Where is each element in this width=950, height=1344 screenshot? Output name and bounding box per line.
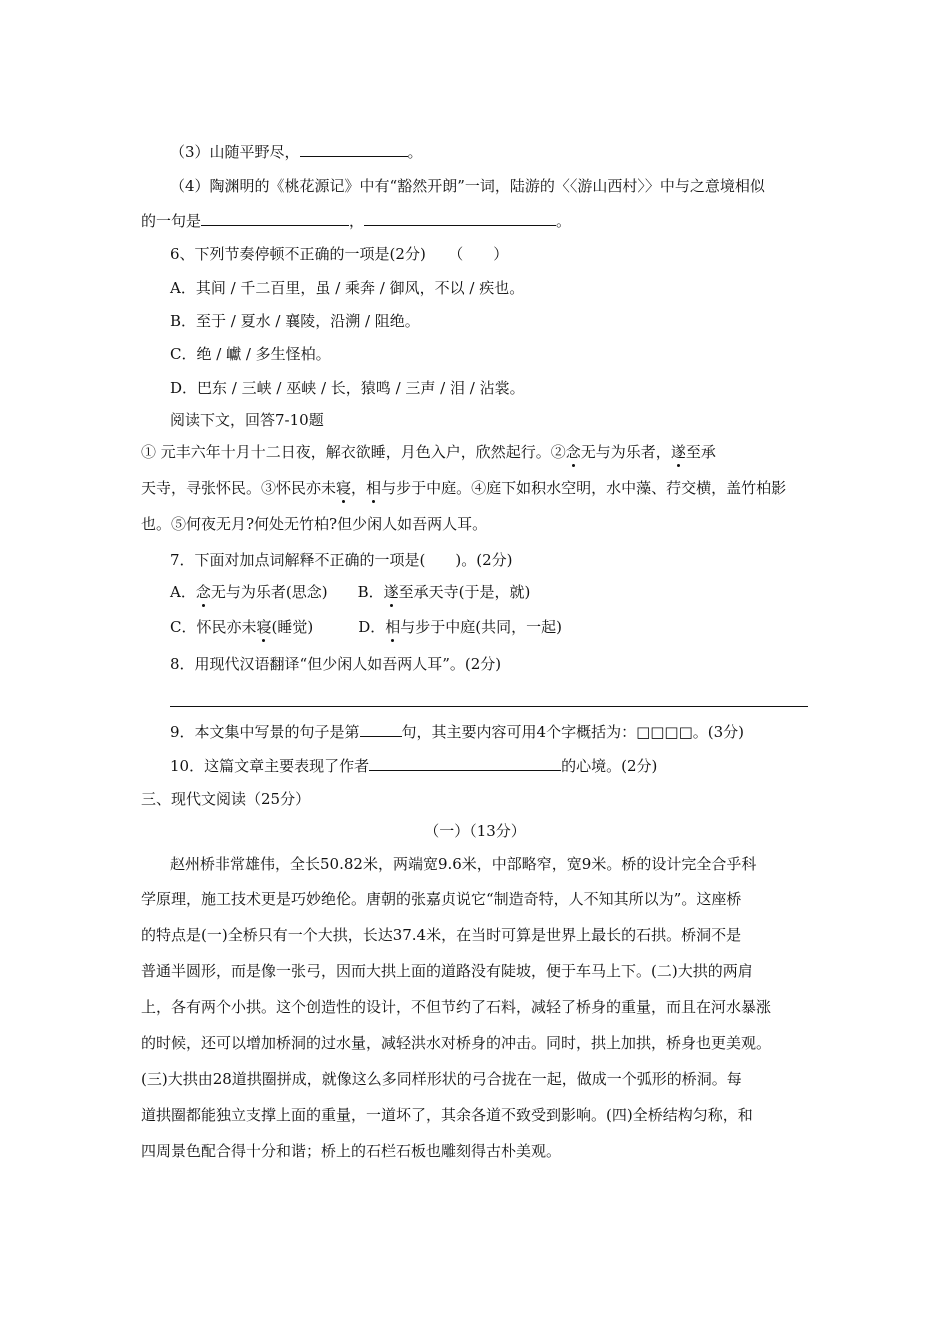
passage-line-1: ① 元丰六年十月十二日夜，解衣欲睡，月色入户，欣然起行。②念无与为乐者，遂至承 <box>141 443 716 461</box>
question-7: 7．下面对加点词解释不正确的一项是( )。(2分) <box>170 551 513 569</box>
passage-line-2: 天寺，寻张怀民。③怀民亦未寝，相与步于中庭。④庭下如积水空明，水中藻、荇交横，盖竹柏影 <box>141 479 787 497</box>
question-9: 9．本文集中写景的句子是第 句，其主要内容可用4个字概括为：□□□□。(3分) <box>170 723 745 741</box>
emphasis-word: 遂 <box>383 583 399 601</box>
article-line-6: 的时候，还可以增加桥洞的过水量，减轻洪水对桥身的冲击。同时，拱上加拱，桥身也更美观。 <box>141 1034 772 1052</box>
poem-fill-3: （3）山随平野尽， 。 <box>170 143 423 161</box>
blank-line[interactable] <box>364 210 556 226</box>
question-8: 8．用现代汉语翻译“但少闲人如吾两人耳”。(2分) <box>170 655 502 673</box>
article-line-2: 学原理，施工技术更是巧妙绝伦。唐朝的张嘉贞说它“制造奇特，人不知其所以为”。这座桥 <box>141 890 742 908</box>
emphasis-word: 念 <box>565 443 581 461</box>
article-line-5: 上，各有两个小拱。这个创造性的设计，不但节约了石料，减轻了桥身的重量，而且在河水暴涨 <box>141 998 772 1016</box>
article-line-9: 四周景色配合得十分和谐；桥上的石栏石板也雕刻得古朴美观。 <box>141 1142 562 1160</box>
question-6: 6、下列节奏停顿不正确的一项是(2分) （ ） <box>170 245 509 263</box>
option-6c: C．绝 / 巘 / 多生怪柏。 <box>170 345 331 363</box>
article-line-4: 普通半圆形，而是像一张弓，因而大拱上面的道路没有陡坡，便于车马上下。(二)大拱的两肩 <box>141 962 753 980</box>
option-6b: B．至于 / 夏水 / 襄陵，沿溯 / 阻绝。 <box>170 312 420 330</box>
option-6d: D．巴东 / 三峡 / 巫峡 / 长，猿鸣 / 三声 / 泪 / 沾裳。 <box>170 379 525 397</box>
passage-line-3: 也。⑤何夜无月?何处无竹柏?但少闲人如吾两人耳。 <box>141 515 488 533</box>
article-line-7: (三)大拱由28道拱圈拼成，就像这么多同样形状的弓合拢在一起，做成一个弧形的桥洞。每 <box>141 1070 742 1088</box>
emphasis-word: 寝 <box>336 479 352 497</box>
blank-line[interactable] <box>201 210 349 226</box>
question-10: 10．这篇文章主要表现了作者 的心境。(2分) <box>170 757 658 775</box>
emphasis-word: 相 <box>366 479 382 497</box>
article-line-1: 赵州桥非常雄伟，全长50.82米，两端宽9.6米，中部略窄，宽9米。桥的设计完全合乎科 <box>170 855 757 873</box>
section-3-heading: 三、现代文阅读（25分） <box>141 790 311 808</box>
blank-line[interactable] <box>360 721 402 737</box>
poem-fill-4-cont: 的一句是 ， 。 <box>141 212 572 230</box>
option-7cd: C．怀民亦未寝(睡觉) D．相与步于中庭(共同，一起) <box>170 618 562 636</box>
emphasis-word: 念 <box>195 583 211 601</box>
reading-instruction: 阅读下文，回答7-10题 <box>170 411 324 429</box>
subsection-heading: （一）（13分） <box>424 822 526 840</box>
answer-line-8[interactable] <box>170 706 808 707</box>
article-line-3: 的特点是(一)全桥只有一个大拱，长达37.4米，在当时可算是世界上最长的石拱。桥洞不是 <box>141 926 742 944</box>
emphasis-word: 遂 <box>670 443 686 461</box>
emphasis-word: 寝 <box>256 618 272 636</box>
blank-line[interactable] <box>369 755 561 771</box>
poem-fill-4: （4）陶渊明的《桃花源记》中有“豁然开朗”一词，陆游的〈〈游山西村〉〉中与之意境相似 <box>170 177 765 195</box>
article-line-8: 道拱圈都能独立支撑上面的重量，一道坏了，其余各道不致受到影响。(四)全桥结构匀称，和 <box>141 1106 753 1124</box>
option-6a: A．其间 / 千二百里，虽 / 乘奔 / 御风，不以 / 疾也。 <box>170 279 525 297</box>
emphasis-word: 相 <box>385 618 401 636</box>
option-7ab: A．念无与为乐者(思念) B．遂至承天寺(于是，就) <box>170 583 531 601</box>
blank-line[interactable] <box>300 141 408 157</box>
